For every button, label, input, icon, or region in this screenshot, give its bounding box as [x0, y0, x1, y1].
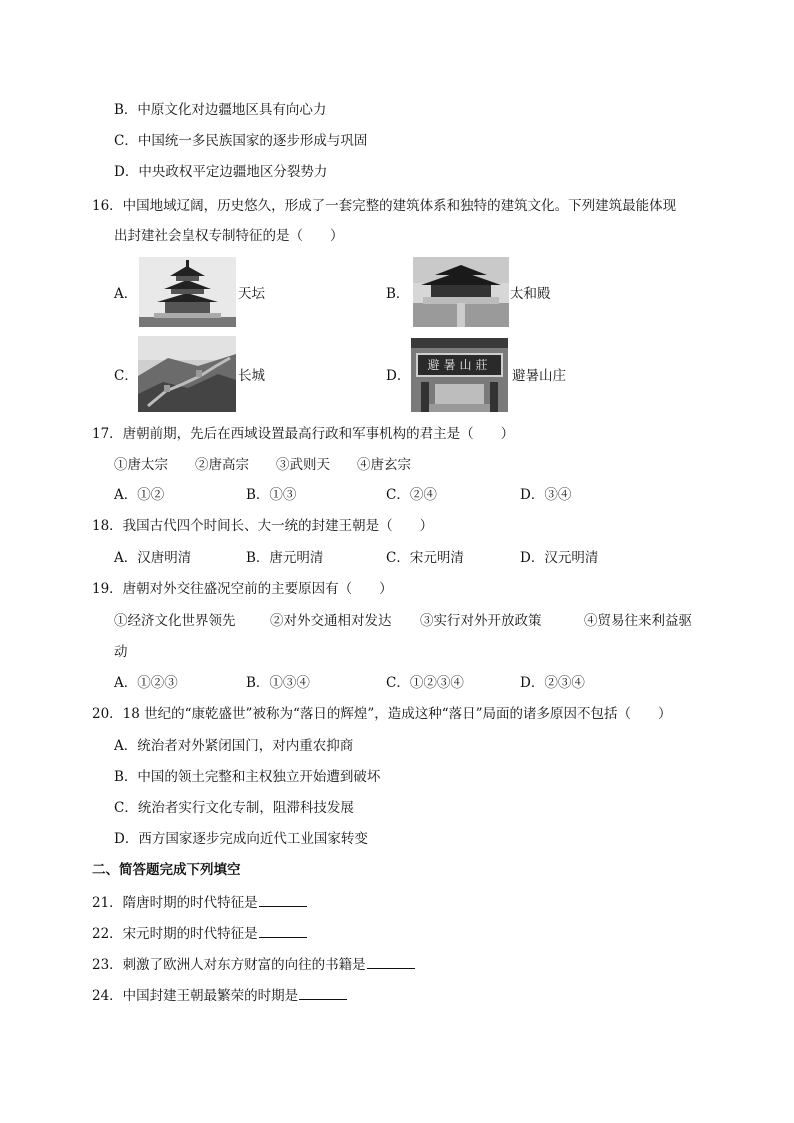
q18-stem: 18．我国古代四个时间长、大一统的封建王朝是（ ）	[92, 518, 434, 534]
q16-option-b-letter: B．	[386, 286, 410, 302]
q15-option-b: B．中原文化对边疆地区具有向心力	[114, 102, 327, 118]
q17-option-b: B．①③	[246, 487, 297, 503]
q16-stem-line2: 出封建社会皇权专制特征的是（ ）	[114, 228, 344, 244]
q20-option-c: C．统治者实行文化专制，阻滞科技发展	[114, 800, 354, 816]
q18-option-a: A．汉唐明清	[114, 550, 192, 566]
q15-option-d: D．中央政权平定边疆地区分裂势力	[114, 164, 328, 180]
q19-item-4: ④贸易往来利益驱	[584, 613, 692, 629]
q17-option-d: D．③④	[520, 487, 572, 503]
q19-item-3: ③实行对外开放政策	[420, 613, 542, 629]
great-wall-image	[138, 336, 236, 412]
q17-items: ①唐太宗 ②唐高宗 ③武则天 ④唐玄宗	[114, 457, 411, 473]
q18-option-d: D．汉元明清	[520, 550, 599, 566]
q16-option-d-caption: 避暑山庄	[512, 368, 566, 384]
q15-option-c: C．中国统一多民族国家的逐步形成与巩固	[114, 133, 368, 149]
section-2-title: 二、简答题完成下列填空	[92, 862, 241, 878]
q22-answer-blank[interactable]	[259, 924, 307, 938]
q22	[92, 924, 307, 943]
mountain-resort-plaque-text: 避暑山莊	[427, 358, 492, 372]
q19-option-d: D．②③④	[520, 675, 585, 691]
q20-option-d: D．西方国家逐步完成向近代工业国家转变	[114, 831, 368, 847]
q21	[92, 893, 307, 912]
q16-option-b-caption: 太和殿	[510, 286, 551, 302]
mountain-resort-image	[411, 338, 508, 412]
q20-option-a: A．统治者对外紧闭国门，对内重农抑商	[114, 738, 354, 754]
q18-option-b: B．唐元明清	[246, 550, 324, 566]
q16-option-a-letter: A．	[114, 286, 138, 302]
q16-option-a-caption: 天坛	[238, 286, 265, 302]
q23-text: 23．刺激了欧洲人对东方财富的向往的书籍是	[92, 957, 366, 973]
q19-option-a: A．①②③	[114, 675, 178, 691]
q18-option-c: C．宋元明清	[386, 550, 464, 566]
q24-answer-blank[interactable]	[299, 986, 347, 1000]
q19-option-c: C．①②③④	[386, 675, 464, 691]
q23	[92, 955, 415, 974]
q19-option-b: B．①③④	[246, 675, 310, 691]
q16-stem-line1: 16．中国地域辽阔，历史悠久，形成了一套完整的建筑体系和独特的建筑文化。下列建筑最能体现	[92, 198, 677, 214]
q17-stem: 17．唐朝前期，先后在西域设置最高行政和军事机构的君主是（ ）	[92, 426, 515, 442]
q16-option-d-letter: D．	[386, 368, 411, 384]
q21-text: 21．隋唐时期的时代特征是	[92, 895, 258, 911]
q16-option-c-caption: 长城	[238, 368, 265, 384]
q20-stem: 20．18 世纪的“康乾盛世”被称为“落日的辉煌”，造成这种“落日”局面的诸多原因不包括（ ）	[92, 706, 672, 722]
q24	[92, 986, 347, 1005]
q21-answer-blank[interactable]	[259, 893, 307, 907]
q19-item-4-continued: 动	[114, 644, 128, 660]
q17-option-c: C．②④	[386, 487, 437, 503]
q24-text: 24．中国封建王朝最繁荣的时期是	[92, 988, 299, 1004]
q17-option-a: A．①②	[114, 487, 165, 503]
q23-answer-blank[interactable]	[367, 955, 415, 969]
hall-of-supreme-harmony-image	[413, 257, 509, 327]
q16-option-c-letter: C．	[114, 368, 138, 384]
q19-item-1: ①经济文化世界领先	[114, 613, 236, 629]
temple-of-heaven-image	[139, 257, 236, 327]
q22-text: 22．宋元时期的时代特征是	[92, 926, 258, 942]
q20-option-b: B．中国的领土完整和主权独立开始遭到破坏	[114, 769, 381, 785]
q19-item-2: ②对外交通相对发达	[270, 613, 392, 629]
q19-stem: 19．唐朝对外交往盛况空前的主要原因有（ ）	[92, 581, 393, 597]
